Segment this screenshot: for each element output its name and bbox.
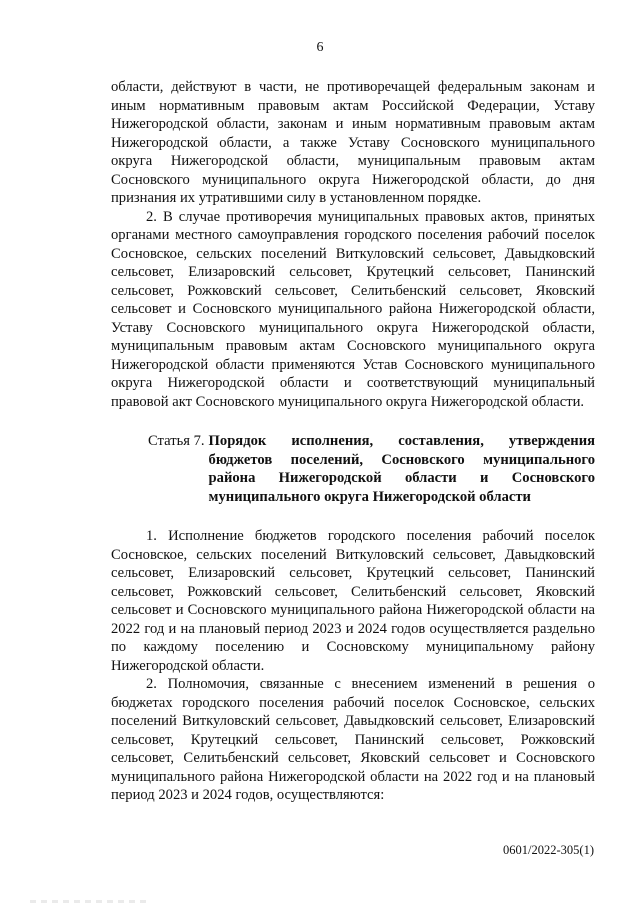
paragraph-continuation: области, действуют в части, не противоречащей федеральным законам и иным нормативным правовым актам Российской Федерации, Уставу Нижегородской области, законам и иным нормативным правовым актам Нижегородской области, а также Уставу Сосновского муниципального округа Нижегородской области, муниципальным правовым актам Сосновского муниципального округа Нижегородской области, до дня признания их утратившими силу в установленном порядке.	[111, 79, 595, 206]
article-title: Порядок исполнения, составления, утверждения бюджетов поселений, Сосновского муниципального района Нижегородской области и Сосновского муниципального округа Нижегородской области	[208, 433, 595, 505]
paragraph-1-budget-execution: 1. Исполнение бюджетов городского поселения рабочий поселок Сосновское, сельских поселений Виткуловский сельсовет, Давыдковский сельсовет, Елизаровский сельсовет, Крутецкий сельсовет, Панинский сельсовет, Рожковский сельсовет, Селитьбенский сельсовет, Яковский сельсовет и Сосновского муниципального района Нижегородской области на 2022 год и на плановый период 2023 и 2024 годов осуществляется раздельно по каждому поселению и Сосновскому муниципальному району Нижегородской области.	[111, 528, 595, 674]
document-code: 0601/2022-305(1)	[503, 843, 594, 857]
scan-artifact	[30, 900, 150, 903]
document-body	[111, 78, 595, 805]
page-number: 6	[316, 40, 324, 55]
article-heading	[148, 432, 595, 506]
paragraph-2-budget-powers: 2. Полномочия, связанные с внесением изменений в решения о бюджетах городского поселения рабочий поселок Сосновское, сельских поселений Виткуловский сельсовет, Давыдковский сельсовет, Елизаровский сельсовет, Крутецкий сельсовет, Панинский сельсовет, Рожковский сельсовет, Селитьбенский сельсовет, Яковский сельсовет и Сосновского муниципального района Нижегородской области на 2022 год и на плановый период 2023 и 2024 годов, осуществляются:	[111, 676, 595, 803]
article-number: Статья 7.	[148, 433, 205, 449]
paragraph-2-contradiction: 2. В случае противоречия муниципальных правовых актов, принятых органами местного самоуправления городского поселения рабочий поселок Сосновское, сельских поселений Виткуловский сельсовет, Давыдковский сельсовет, Елизаровский сельсовет, Крутецкий сельсовет, Панинский сельсовет, Рожковский сельсовет, Селитьбенский сельсовет, Яковский сельсовет и Сосновского муниципального района Нижегородской области, Уставу Сосновского муниципального округа Нижегородской области, муниципальным правовым актам Сосновского муниципального округа Нижегородской области применяются Устав Сосновского муниципального округа Нижегородской области и соответствующий муниципальный правовой акт Сосновского муниципального округа Нижегородской области.	[111, 208, 595, 410]
